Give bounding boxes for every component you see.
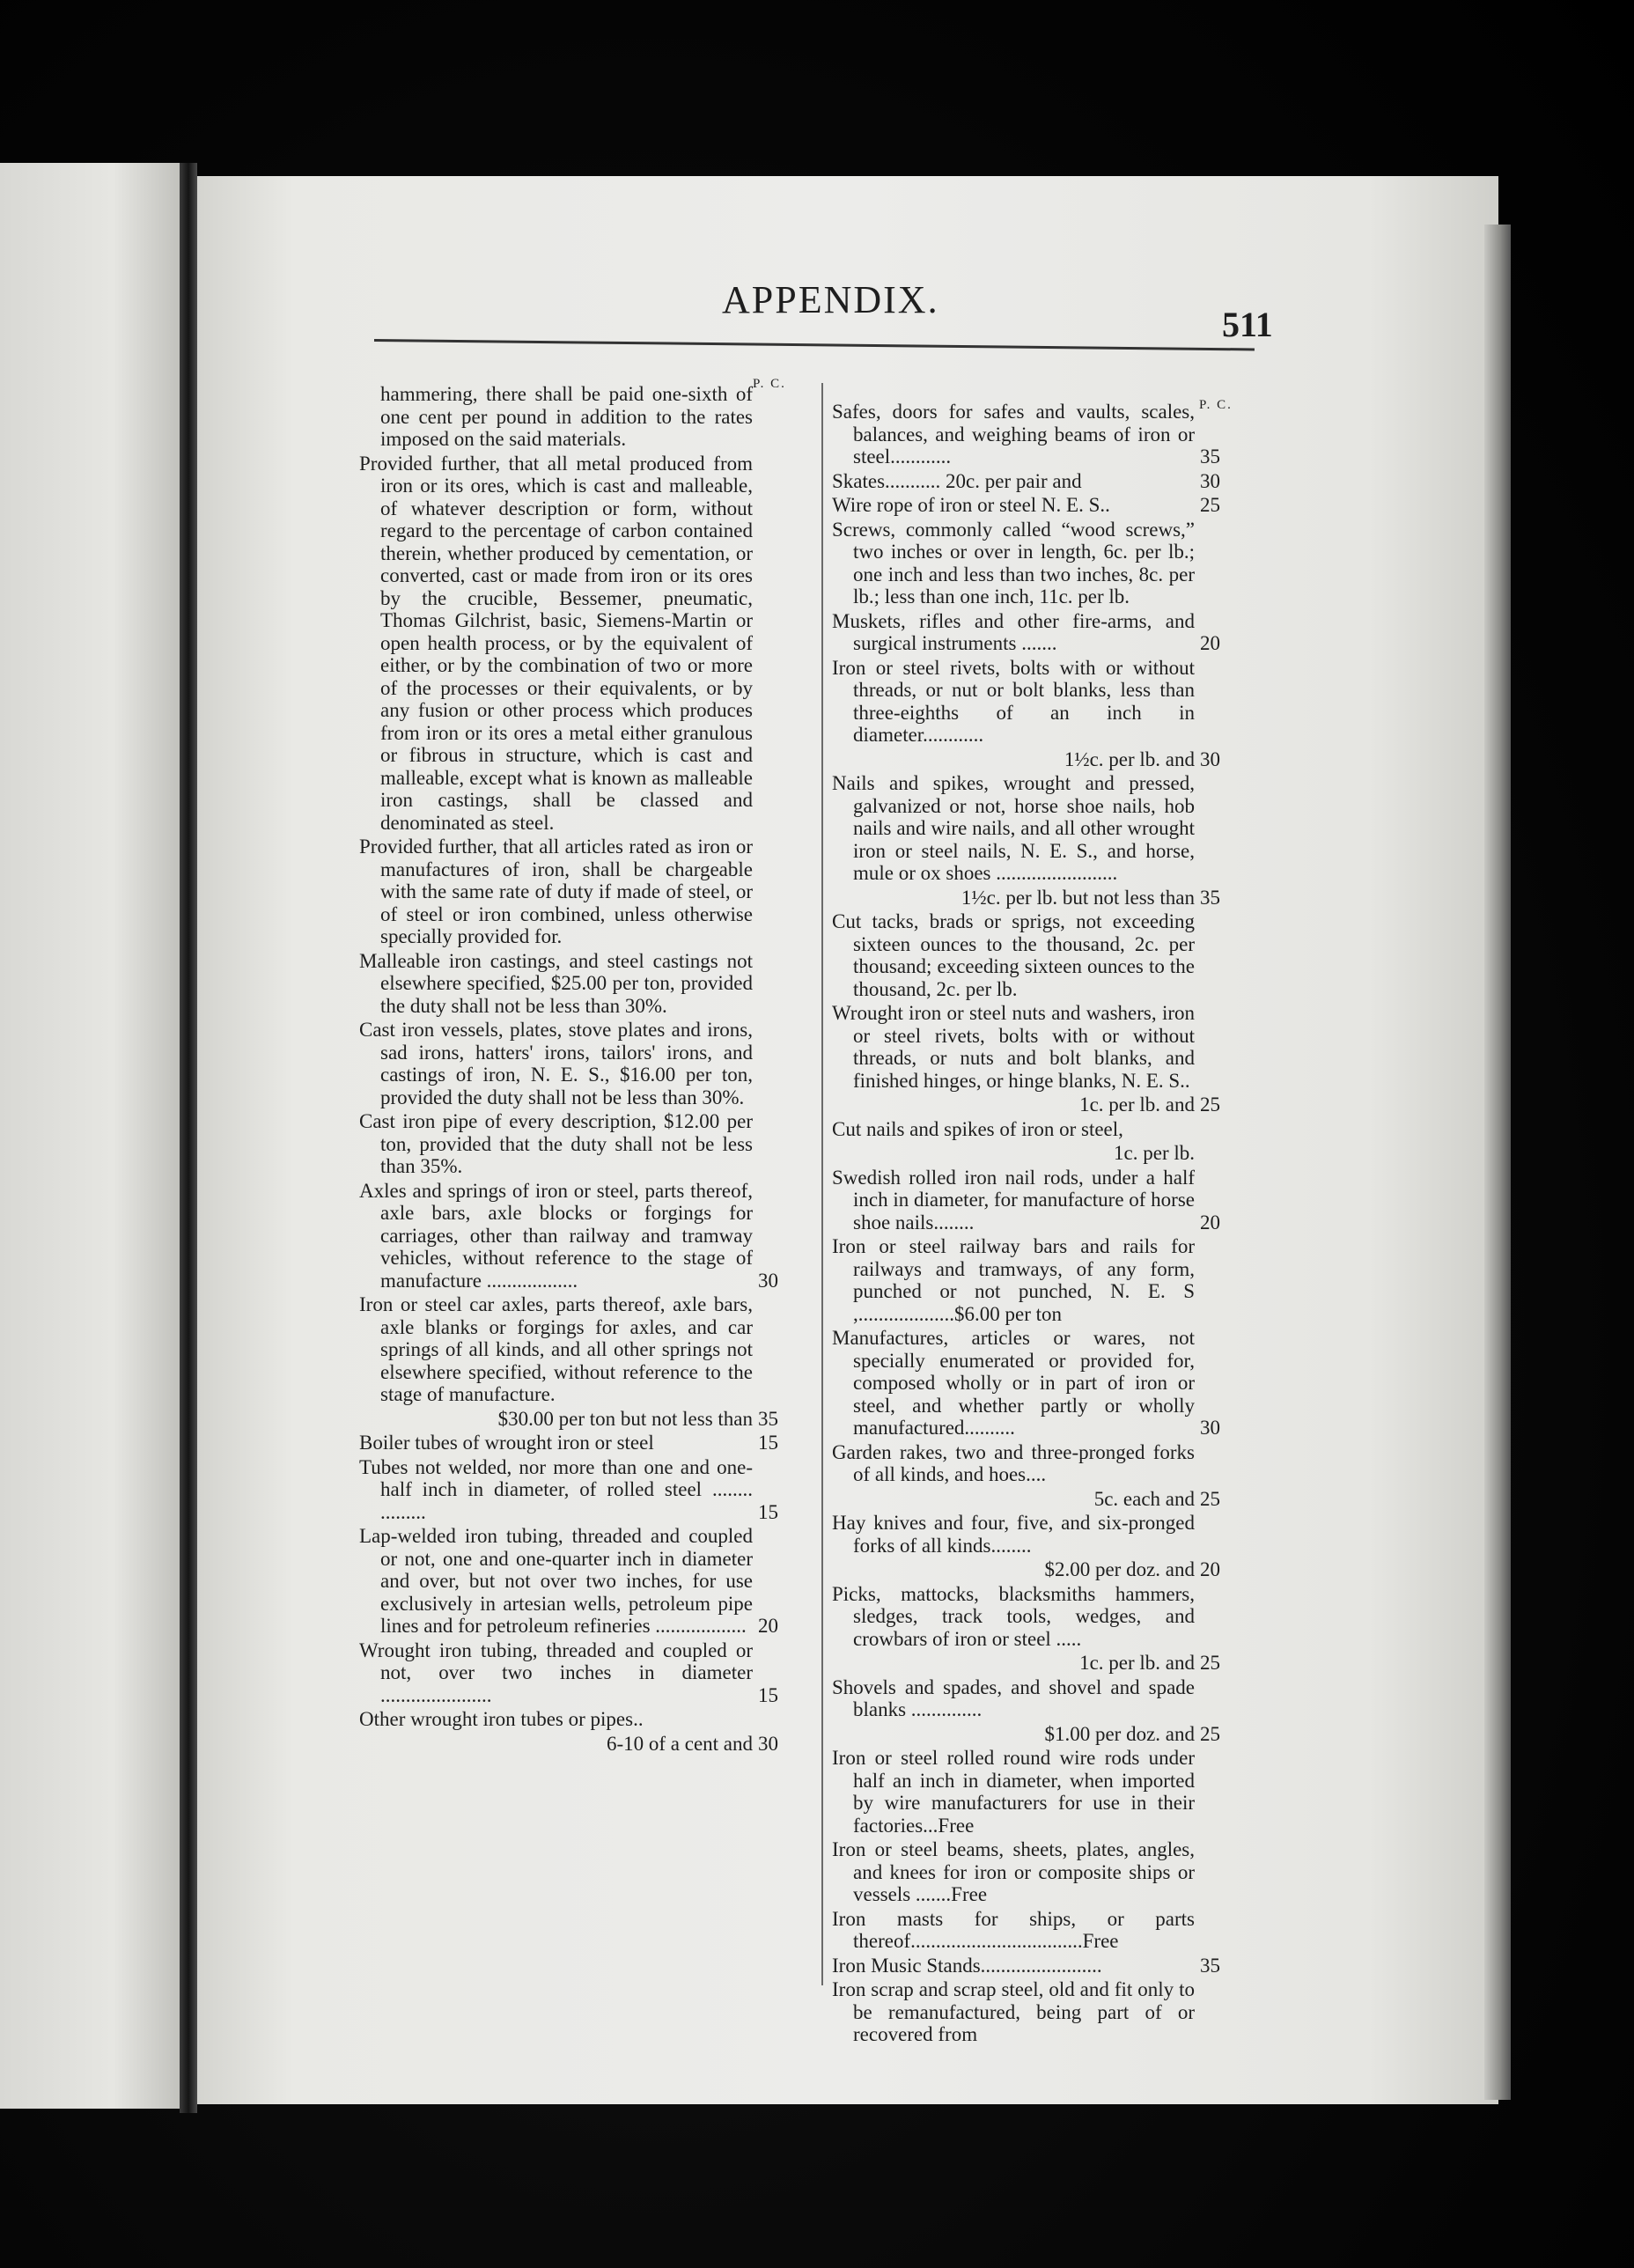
tariff-entry [832,1142,1246,1165]
tariff-entry-text: Skates........... 20c. per pair and [832,469,1082,492]
tariff-entry [832,1838,1246,1906]
tariff-entry [359,1525,804,1638]
tariff-entry-text: Iron or steel railway bars and rails for railways and tramways, of any form, punched or not punched, N. E. S ,...................$6.00 per ton [832,1235,1195,1325]
tariff-rate: 30 [1200,469,1220,492]
tariff-entry [832,772,1246,885]
tariff-entry-text: Iron or steel rolled round wire rods under half an inch in diameter, when imported by wire manufacturers for use in their factories...Free [832,1747,1195,1837]
tariff-entry-text: Nails and spikes, wrought and pressed, galvanized or not, horse shoe nails, hob nails and wire nails, and all other wrought iron or steel nails, N. E. S., and horse, mule or ox shoes ........................ [832,772,1195,884]
tariff-entry [359,1456,804,1524]
tariff-rate: 35 [758,1407,778,1430]
tariff-entry-text: Other wrought iron tubes or pipes.. [359,1708,644,1730]
tariff-entry [359,453,804,835]
tariff-entry-text: Screws, commonly called “wood screws,” two inches or over in length, 6c. per lb.; one inch and less than two inches, 8c. per lb.; less than one inch, 11c. per lb. [832,518,1195,608]
tariff-entry-text: 1c. per lb. and [1079,1652,1195,1674]
tariff-entry-text: Cut nails and spikes of iron or steel, [832,1117,1123,1140]
column-divider [821,383,823,1985]
tariff-entry [832,401,1246,468]
tariff-entry-text: $1.00 per doz. and [1044,1722,1195,1745]
tariff-entry-text: Cast iron vessels, plates, stove plates and irons, sad irons, hatters' irons, tailors' irons, and castings of iron, N. E. S., $16.00 per ton, provided the duty shall not be less than 30%. [359,1019,753,1108]
tariff-entry-text: Cut tacks, brads or sprigs, not exceeding sixteen ounces to the thousand, 2c. per thousand; exceeding sixteen ounces to the thousand, 2c. per lb. [832,910,1195,1000]
tariff-entry [832,1955,1246,1977]
tariff-entry-text: 1c. per lb. [1114,1142,1195,1164]
tariff-entry [832,1094,1246,1116]
tariff-entry [832,1512,1246,1557]
tariff-entry-text: 1½c. per lb. but not less than [961,886,1195,909]
right-column [832,401,1246,2048]
tariff-entry-text: Iron masts for ships, or parts thereof..................................Free [832,1907,1195,1952]
tariff-entry-text: Lap-welded iron tubing, threaded and coupled or not, one and one-quarter inch in diameter and over, but not over two inches, for use exclusively in artesian wells, petroleum pipe lines and for petroleum refineries .................. [359,1525,753,1637]
tariff-entry [832,887,1246,909]
tariff-rate: 30 [1200,747,1220,770]
tariff-entry [832,1747,1246,1837]
tariff-entry [832,1723,1246,1746]
tariff-entry-text: Iron scrap and scrap steel, old and fit only to be remanufactured, being part of or recovered from [832,1978,1195,2045]
tariff-entry-text: Iron Music Stands........................ [832,1954,1102,1977]
tariff-rate: 15 [758,1683,778,1706]
tariff-entry [832,1167,1246,1234]
tariff-entry-text: $30.00 per ton but not less than [497,1407,753,1430]
tariff-entry [359,1180,804,1292]
tariff-entry [359,1110,804,1178]
tariff-entry [832,470,1246,493]
tariff-rate: 35 [1200,446,1220,468]
tariff-entry-text: 1½c. per lb. and [1064,747,1195,770]
tariff-entry [359,1293,804,1406]
tariff-entry-text: 1c. per lb. and [1079,1094,1195,1116]
tariff-rate: 15 [758,1432,778,1454]
tariff-entry [359,383,804,451]
tariff-entry [359,1019,804,1108]
tariff-rate: 35 [1200,1954,1220,1977]
tariff-entry [832,1441,1246,1486]
tariff-entry [832,494,1246,517]
left-column [359,383,804,1756]
tariff-entry [359,1733,804,1756]
tariff-entry-text: Boiler tubes of wrought iron or steel [359,1432,654,1454]
tariff-entry [832,519,1246,608]
tariff-entry [832,1583,1246,1651]
tariff-entry-text: Iron or steel beams, sheets, plates, angles, and knees for iron or composite ships or vessels .......Free [832,1838,1195,1905]
tariff-entry [832,1327,1246,1440]
book-spine [180,163,197,2113]
tariff-rate: 20 [758,1615,778,1637]
tariff-rate: 35 [1200,886,1220,909]
left-column-rate-header: P. C. [753,377,786,391]
facing-page-edge [0,163,188,2109]
right-column-rate-header: P. C. [1199,398,1233,412]
tariff-entry-text: Cast iron pipe of every description, $12.00 per ton, provided that the duty shall not be less than 35%. [359,1110,753,1177]
tariff-entry-text: Malleable iron castings, and steel castings not elsewhere specified, $25.00 per ton, provided the duty shall not be less than 30%. [359,949,753,1017]
tariff-entry [359,1432,804,1454]
tariff-entry-text: Iron or steel rivets, bolts with or without threads, or nut or bolt blanks, less than three-eighths of an inch in diameter............ [832,656,1195,746]
tariff-entry [832,1118,1246,1141]
tariff-entry-text: Provided further, that all articles rated as iron or manufactures of iron, shall be chargeable with the same rate of duty if made of steel, or of steel or iron combined, unless otherwise specially provided for. [359,836,753,947]
tariff-entry-text: Provided further, that all metal produced from iron or its ores, which is cast and malleable, of whatever description or form, without regard to the percentage of carbon contained therein, whether produced by cementation, or converted, cast or made from iron or its ores by the crucible, Bessemer, pneumatic, Thomas Gilchrist, basic, Siemens-Martin or open health process, or by the equivalent of either, or by the combination of two or more of the processes or their equivalents, or by any fusion or other process which produces from iron or its ores a metal either granulous or fibrous in structure, which is cast and malleable, except what is known as malleable iron castings, shall be classed and denominated as steel. [359,452,753,834]
tariff-entry-text: Tubes not welded, nor more than one and one-half inch in diameter, of rolled steel ........ ......... [359,1455,753,1523]
tariff-entry-text: Wire rope of iron or steel N. E. S.. [832,494,1110,516]
tariff-entry-text: Axles and springs of iron or steel, parts thereof, axle bars, axle blocks or forgings for carriages, other than railway and tramway vehicles, without reference to the stage of manufacture .................. [359,1179,753,1292]
tariff-entry-text: Swedish rolled iron nail rods, under a half inch in diameter, for manufacture of horse shoe nails........ [832,1166,1196,1233]
tariff-entry [359,1708,804,1731]
tariff-entry [832,610,1246,655]
tariff-entry-text: 5c. each and [1093,1487,1195,1510]
tariff-entry [832,1558,1246,1581]
tariff-entry [832,1488,1246,1511]
tariff-rate: 20 [1200,1558,1220,1580]
tariff-entry-text: Safes, doors for safes and vaults, scales, balances, and weighing beams of iron or steel............ [832,401,1195,468]
tariff-entry [832,1676,1246,1721]
tariff-entry [832,1908,1246,1953]
tariff-rate: 30 [1200,1417,1220,1439]
tariff-entry-text: Shovels and spades, and shovel and spade blanks .............. [832,1675,1195,1720]
page-number: 511 [1222,305,1273,344]
tariff-entry [832,748,1246,771]
tariff-entry [832,1978,1246,2046]
tariff-entry [832,1652,1246,1675]
tariff-entry-text: Wrought iron or steel nuts and washers, iron or steel rivets, bolts with or without threads, or nuts and bolt blanks, and finished hinges, or hinge blanks, N. E. S.. [832,1002,1195,1092]
tariff-entry-text: 6-10 of a cent and [606,1732,753,1755]
tariff-rate: 25 [1200,494,1220,516]
tariff-rate: 25 [1200,1487,1220,1510]
tariff-rate: 20 [1200,1211,1220,1233]
tariff-rate: 25 [1200,1722,1220,1745]
tariff-entry-text: Manufactures, articles or wares, not specially enumerated or provided for, composed wholly or in part of iron or steel, and whether partly or wholly manufactured.......... [832,1327,1195,1439]
tariff-entry [359,1408,804,1431]
tariff-rate: 20 [1200,632,1220,654]
tariff-entry [832,1002,1246,1092]
tariff-entry-text: Muskets, rifles and other fire-arms, and surgical instruments ....... [832,609,1195,654]
tariff-entry-text: hammering, there shall be paid one-sixth of one cent per pound in addition to the rates imposed on the said materials. [380,383,753,450]
tariff-entry [359,950,804,1018]
tariff-entry-text: Hay knives and four, five, and six-pronged forks of all kinds........ [832,1512,1195,1557]
tariff-entry-text: Picks, mattocks, blacksmiths hammers, sledges, track tools, wedges, and crowbars of iron or steel ..... [832,1582,1195,1650]
tariff-entry [359,836,804,948]
tariff-entry-text: Iron or steel car axles, parts thereof, axle bars, axle blanks or forgings for axles, and car springs of all kinds, and all other springs not elsewhere specified, without reference to the stage of manufacture. [359,1293,753,1405]
tariff-entry-text: Wrought iron tubing, threaded and coupled or not, over two inches in diameter ...................... [359,1638,753,1706]
tariff-entry [832,910,1246,1000]
tariff-rate: 30 [758,1269,778,1292]
tariff-entry [359,1639,804,1707]
tariff-entry-text: Garden rakes, two and three-pronged forks of all kinds, and hoes.... [832,1440,1195,1485]
tariff-rate: 15 [758,1500,778,1523]
tariff-rate: 25 [1200,1094,1220,1116]
tariff-rate: 30 [758,1732,778,1755]
page-stack-edge [1484,225,1511,2100]
tariff-entry-text: $2.00 per doz. and [1044,1558,1195,1580]
running-head-title: APPENDIX. [722,278,939,321]
tariff-entry [832,1235,1246,1325]
tariff-entry [832,657,1246,747]
tariff-rate: 25 [1200,1652,1220,1674]
